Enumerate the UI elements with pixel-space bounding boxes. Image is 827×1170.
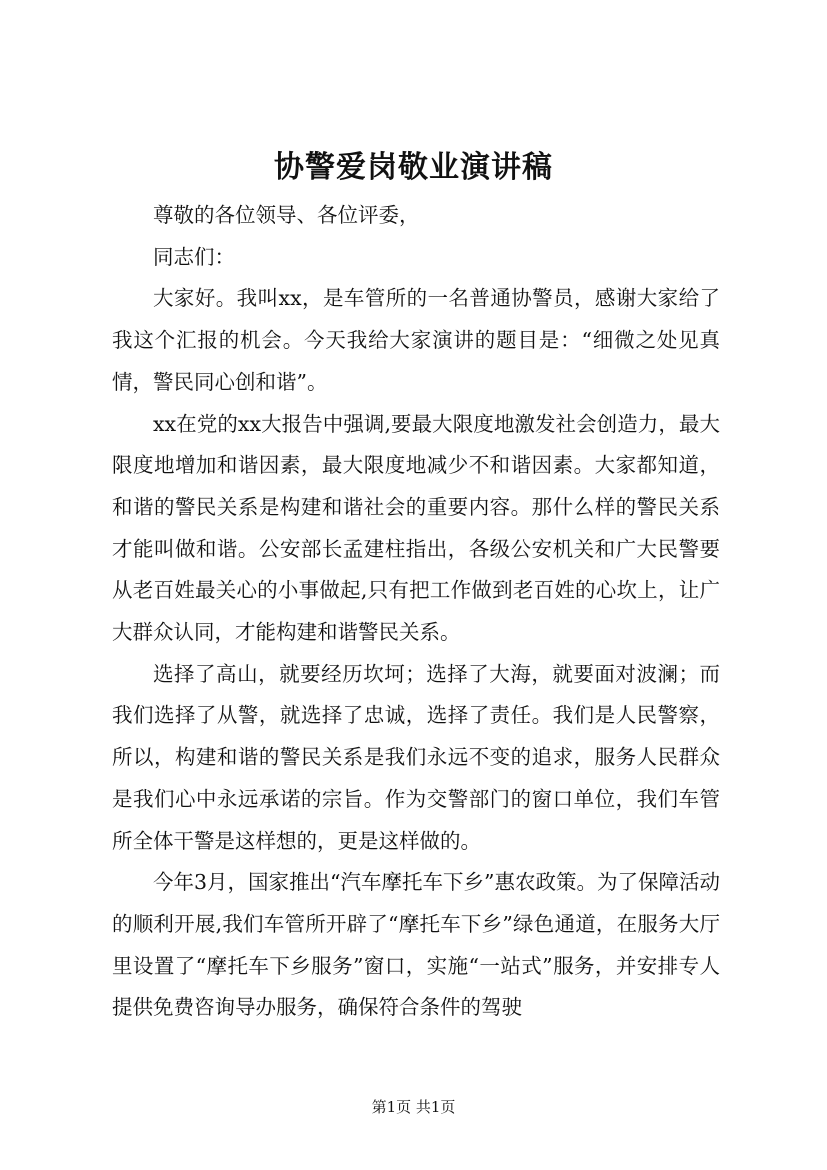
document-title: 协警爱岗敬业演讲稿 [274,150,553,185]
paragraph-policy: 今年3月，国家推出“汽车摩托车下乡”惠农政策。为了保障活动的顺利开展,我们车管所开辟了“摩托车下乡”绿色通道，在服务大厅里设置了“摩托车下乡服务”窗口，实施“一站式”服务，并安排专人提供免费咨询导办服务，确保符合条件的驾驶 [112,870,721,1020]
page-number-label: 第1页 共1页 [371,1098,456,1116]
paragraph-harmony: xx在党的xx大报告中强调,要最大限度地激发社会创造力，最大限度地增加和谐因素，最大限度地减少不和谐因素。大家都知道，和谐的警民关系是构建和谐社会的重要内容。那什么样的警民关系才能叫做和谐。公安部长孟建柱指出，各级公安机关和广大民警要从老百姓最关心的小事做起,只有把工作做到老百姓的心坎上，让广大群众认同，才能构建和谐警民关系。 [112,411,720,645]
page-footer [0,1097,827,1117]
paragraph-intro: 大家好。我叫xx，是车管所的一名普通协警员，感谢大家给了我这个汇报的机会。今天我给大家演讲的题目是：“细微之处见真情，警民同心创和谐”。 [112,286,720,394]
paragraph-greeting: 同志们： [153,244,235,269]
document-body [112,195,720,1029]
paragraph-salutation: 尊敬的各位领导、各位评委， [153,203,420,227]
paragraph-choice: 选择了高山，就要经历坎坷；选择了大海，就要面对波澜；而我们选择了从警，就选择了忠诚，选择了责任。我们是人民警察，所以，构建和谐的警民关系是我们永远不变的追求，服务人民群众是我们心中永远承诺的宗旨。作为交警部门的窗口单位，我们车管所全体干警是这样想的，更是这样做的。 [112,661,720,853]
